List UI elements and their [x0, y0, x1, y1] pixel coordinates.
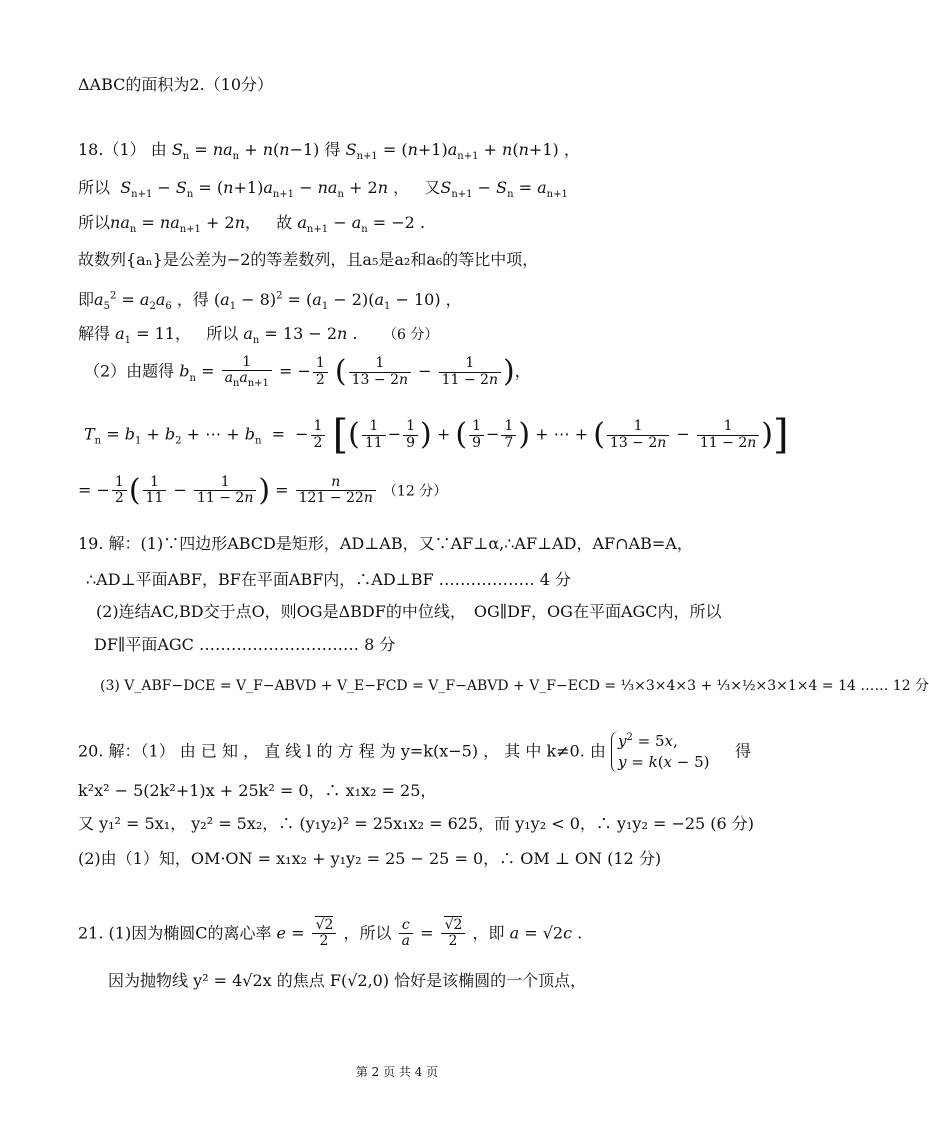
page-footer: 第 2 页 共 4 页	[355, 1065, 439, 1079]
text-line-8: （2）由题得 $b_n$ = $\frac{1}{a_na_{n+1}}$ = − $\frac{1}{2}$ ( $\frac{1}{13 - 2n}$ − $\frac{1}{11 - 2n}$ )，	[84, 354, 531, 390]
equation-system: $y^2 = 5x$, y = k(x − 5)	[611, 731, 710, 773]
text-line-18: 又 y₁² = 5x₁， y₂² = 5x₂，∴ (y₁y₂)² = 25x₁x₂ = 625，而 y₁y₂ < 0，∴ y₁y₂ = −25 (6 分)	[78, 814, 755, 833]
text-line-6: 即$a_5^2 = a_2a_6$ ，得 $(a_1 - 8)^2 = (a_1 - 2)(a_1 - 10)$ ，	[78, 290, 462, 313]
text-line-11: 19. 解：(1)∵四边形ABCD是矩形，AD⊥AB，又∵AF⊥α,∴AF⊥AD，AF∩AB=A，	[78, 534, 693, 553]
text-line-20: 21. (1)因为椭圆C的离心率 e = $\frac{√2}{2}$ ，所以 $\frac{c}{a}$ = $\frac{√2}{2}$ ，即 a = √2c .	[78, 917, 583, 950]
text-line-19: (2)由（1）知，OM·ON = x₁x₂ + y₁y₂ = 25 − 25 = 0，∴ OM ⊥ ON (12 分)	[78, 849, 662, 868]
text-line-2: 18.（1） 由 $S_n = na_n + n(n-1)$ 得 $S_{n+1} = (n+1)a_{n+1} + n(n+1)$ ，	[78, 140, 580, 163]
text-line-10: = − $\frac{1}{2}$ ( $\frac{1}{11}$ − $\frac{1}{11 - 2n}$ ) = $\frac{n}{121 - 22n}$ （12 分）	[78, 472, 448, 508]
text-line-1: ΔABC的面积为2.（10分）	[78, 75, 274, 94]
text-line-5: 故数列{aₙ}是公差为−2的等差数列，且a₅是a₂和a₆的等比中项，	[78, 250, 539, 269]
text-line-4: 所以$na_n = na_{n+1} + 2n$， 故 $a_{n+1} - a_n = -2$ .	[78, 213, 426, 236]
text-line-9: $T_n = b_1 + b_2$ + ⋯ + $b_n$ = − $\frac{1}{2}$ [( $\frac{1}{11}$ − $\frac{1}{9}$ ) + ( $\frac{1}{9}$ − $\frac{1}{7}$ ) + ⋯ + ( $\frac{1}{13 - 2n}$ − $\frac{1}{11 - 2n}$ )]	[84, 412, 789, 458]
text-line-21: 因为抛物线 y² = 4√2x 的焦点 F(√2,0) 恰好是该椭圆的一个顶点，	[108, 971, 587, 990]
text-line-13: (2)连结AC,BD交于点O，则OG是ΔBDF的中位线， OG∥DF，OG在平面AGC内，所以	[96, 602, 722, 621]
text-line-12: ∴AD⊥平面ABF，BF在平面ABF内，∴AD⊥BF ……………… 4 分	[86, 570, 572, 589]
text-line-14: DF∥平面AGC ………………………… 8 分	[94, 635, 396, 654]
text-line-16: 20. 解：（1） 由 已 知 ， 直 线 l 的 方 程 为 y=k(x−5) ， 其 中 k≠0. 由 $y^2 = 5x$, y = k(x − 5) 得	[78, 732, 751, 771]
text-line-3: 所以 $S_{n+1} - S_n = (n+1)a_{n+1} - na_n + 2n$ ， 又$S_{n+1} - S_n = a_{n+1}$	[78, 178, 568, 201]
text-line-7: 解得 $a_1 = 11$， 所以 $a_n = 13 - 2n$ . （6 分）	[78, 324, 439, 347]
text-line-15: (3) V_ABF−DCE = V_F−ABVD + V_E−FCD = V_F−ABVD + V_F−ECD = ⅓×3×4×3 + ⅓×½×3×1×4 = 14 …… 12 分	[100, 678, 929, 694]
text-line-17: k²x² − 5(2k²+1)x + 25k² = 0，∴ x₁x₂ = 25，	[78, 781, 437, 800]
